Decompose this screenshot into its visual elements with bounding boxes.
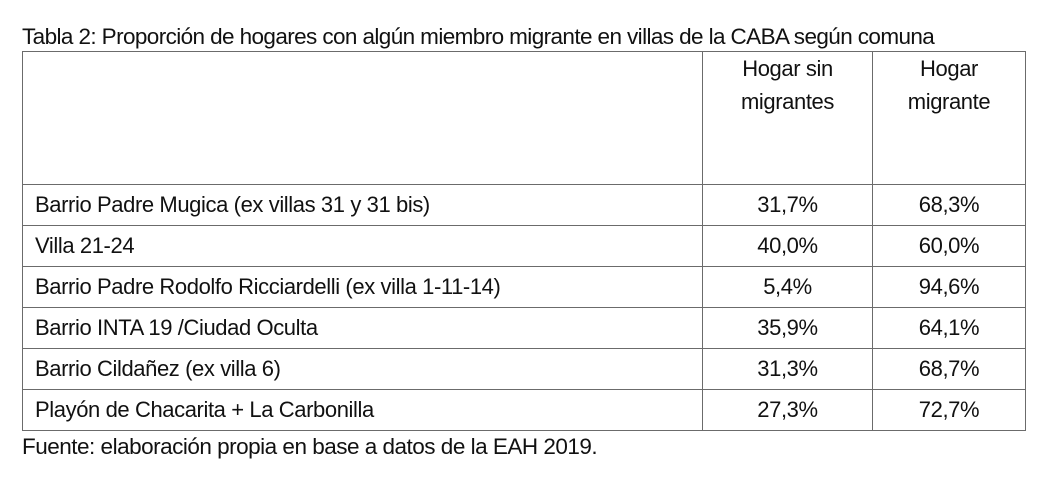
cell-without-migrants: 31,7% [703,185,873,226]
row-label: Playón de Chacarita + La Carbonilla [23,390,703,431]
table-row [23,390,1026,431]
table-caption: Tabla 2: Proporción de hogares con algún miembro migrante en villas de la CABA según comuna [22,24,935,49]
table-row [23,185,1026,226]
row-label: Villa 21-24 [23,226,703,267]
row-label: Barrio Padre Rodolfo Ricciardelli (ex villa 1-11-14) [23,267,703,308]
table-row [23,267,1026,308]
cell-without-migrants: 35,9% [703,308,873,349]
cell-without-migrants: 40,0% [703,226,873,267]
row-label: Barrio INTA 19 /Ciudad Oculta [23,308,703,349]
row-label: Barrio Cildañez (ex villa 6) [23,349,703,390]
header-migrant-label: Hogar migrante [907,56,991,114]
header-without-migrants-label: Hogar sin migrantes [741,56,834,114]
cell-without-migrants: 31,3% [703,349,873,390]
table-header-row [23,52,1026,185]
table-row [23,226,1026,267]
cell-migrant: 72,7% [873,390,1026,431]
table-row [23,308,1026,349]
cell-migrant: 94,6% [873,267,1026,308]
cell-migrant: 68,3% [873,185,1026,226]
header-cell-migrant [873,52,1026,185]
cell-migrant: 68,7% [873,349,1026,390]
row-label: Barrio Padre Mugica (ex villas 31 y 31 bis) [23,185,703,226]
header-cell-blank [23,52,703,185]
table-row [23,349,1026,390]
cell-migrant: 60,0% [873,226,1026,267]
source-note: Fuente: elaboración propia en base a datos de la EAH 2019. [22,434,598,459]
migrant-households-table [22,51,1026,431]
cell-without-migrants: 27,3% [703,390,873,431]
header-cell-without-migrants [703,52,873,185]
cell-without-migrants: 5,4% [703,267,873,308]
cell-migrant: 64,1% [873,308,1026,349]
